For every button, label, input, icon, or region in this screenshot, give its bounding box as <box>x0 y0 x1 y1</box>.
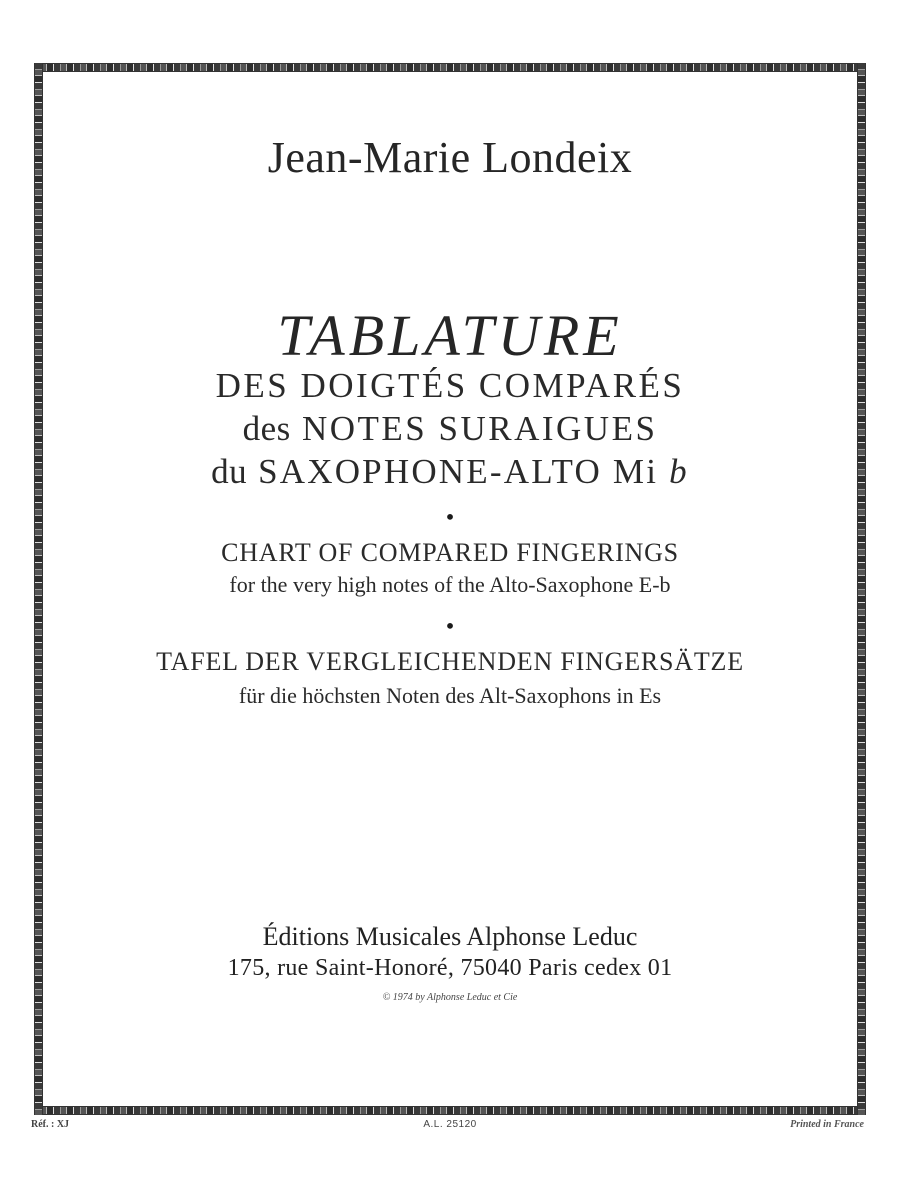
border-bottom <box>34 1106 866 1115</box>
separator-bullet-icon: • <box>444 614 456 638</box>
title-line-3-main: NOTES SURAIGUES <box>301 409 658 448</box>
title-line-2: DES DOIGTÉS COMPARÉS <box>215 366 685 405</box>
title-main: TABLATURE <box>277 303 623 368</box>
title-line-4 <box>0 452 900 492</box>
plate-number: A.L. 25120 <box>423 1119 477 1130</box>
german-title: TAFEL DER VERGLEICHENDEN FINGERSÄTZE <box>156 647 744 676</box>
english-title: CHART OF COMPARED FINGERINGS <box>221 538 679 567</box>
reference-code: Réf. : XJ <box>31 1119 70 1130</box>
title-line-3-prefix: des <box>242 409 291 448</box>
title-line-3 <box>0 409 900 449</box>
copyright-notice: © 1974 by Alphonse Leduc et Cie <box>382 992 518 1003</box>
english-subtitle: for the very high notes of the Alto-Saxophone E-b <box>229 572 671 597</box>
flat-symbol: b <box>669 452 689 491</box>
title-line-4-prefix: du <box>211 452 248 491</box>
publisher-name: Éditions Musicales Alphonse Leduc <box>262 922 638 951</box>
title-line-4-main: SAXOPHONE-ALTO Mi <box>258 452 659 491</box>
publisher-address: 175, rue Saint-Honoré, 75040 Paris cedex 01 <box>227 955 673 981</box>
author-name: Jean-Marie Londeix <box>267 133 633 182</box>
printed-in-label: Printed in France <box>790 1119 864 1130</box>
border-top <box>34 63 866 72</box>
separator-bullet-icon: • <box>444 505 456 529</box>
german-subtitle: für die höchsten Noten des Alt-Saxophons in Es <box>238 683 662 708</box>
